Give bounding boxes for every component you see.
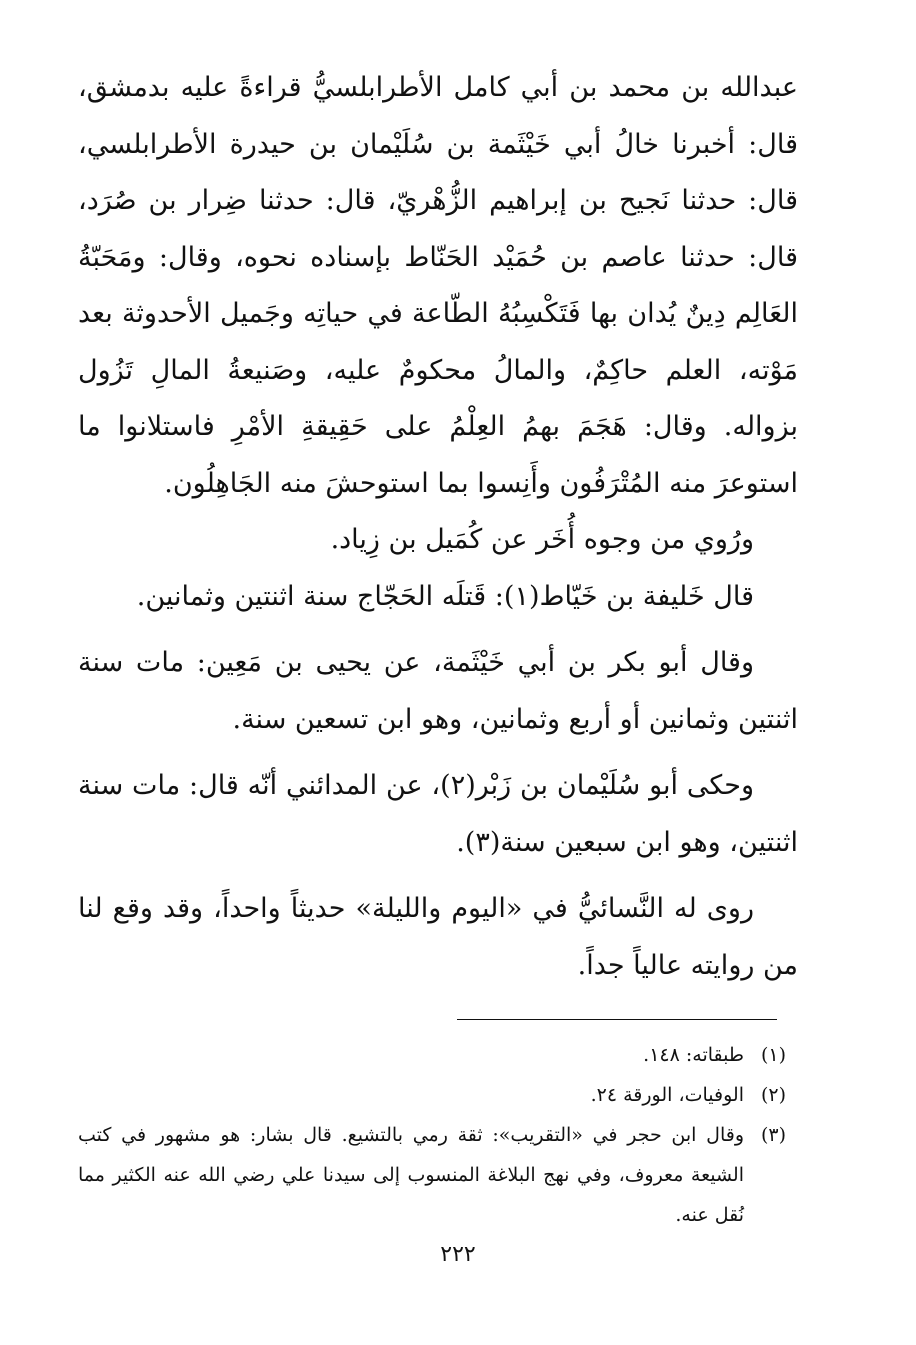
paragraph-other-routes: ورُوي من وجوه أُخَر عن كُمَيل بن زِياد. [330,524,754,555]
footnote-text: طبقاته: ١٤٨. [643,1044,744,1066]
paragraph-ibn-main: وقال أبو بكر بن أبي خَيْثَمة، عن يحيى بن مَعِين: مات سنة اثنتين وثمانين أو أربع وثمانين، وهو ابن تسعين سنة. [78,647,798,735]
footnote-item [78,1035,790,1075]
page-number: ٢٢٢ [440,1242,476,1267]
footnote-number: (٢) [760,1084,786,1106]
paragraph-ibn-zabr: وحكى أبو سُلَيْمان بن زَبْر(٢)، عن المدائني أنّه قال: مات سنة اثنتين، وهو ابن سبعين سنة(٣). [78,770,798,858]
footnote-separator [457,1019,777,1020]
footnote-number: (١) [760,1044,786,1066]
footnote-text: الوفيات، الورقة ٢٤. [590,1084,744,1106]
paragraph-chain-of-narration: عبدالله بن محمد بن أبي كامل الأطرابلسيُّ قراءةً عليه بدمشق، قال: أخبرنا خالُ أبي خَيْثَمة بن سُلَيْمان بن حيدرة الأطرابلسي، قال: حدثنا نَجيح بن إبراهيم الزُّهْريّ، قال: حدثنا ضِرار بن صُرَد، قال: حدثنا عاصم بن حُمَيْد الحَنّاط بإسناده نحوه، وقال: ومَحَبّةُ العَالِم دِينٌ يُدان بها فَتَكْسِبُهُ الطّاعة في حياتِه وجَميل الأحدوثة بعد مَوْته، العلم حاكِمٌ، والمالُ محكومٌ عليه، وصَنيعةُ المالِ تَزُول بزواله. وقال: هَجَمَ بهمُ العِلْمُ على حَقِيقةِ الأمْرِ فاستلانوا ما استوعرَ منه المُتْرَفُون وأَنِسوا بما استوحشَ منه الجَاهِلُون. [78,72,798,499]
footnotes [78,1035,790,1235]
paragraph-khalifa: قال خَليفة بن خَيّاط(١): قَتلَه الحَجّاج سنة اثنتين وثمانين. [136,580,754,612]
paragraph-nasai: روى له النَّسائيُّ في «اليوم والليلة» حديثاً واحداً، وقد وقع لنا من روايته عالياً جداً. [78,893,798,981]
footnote-text: وقال ابن حجر في «التقريب»: ثقة رمي بالتشيع. قال بشار: هو مشهور في كتب الشيعة معروف، وفي نهج البلاغة المنسوب إلى سيدنا علي رضي الله عنه الكثير مما نُقل عنه. [78,1124,744,1226]
footnote-item [78,1075,790,1115]
footnote-number: (٣) [760,1124,786,1146]
main-text [78,60,798,994]
footnote-item [78,1115,790,1235]
